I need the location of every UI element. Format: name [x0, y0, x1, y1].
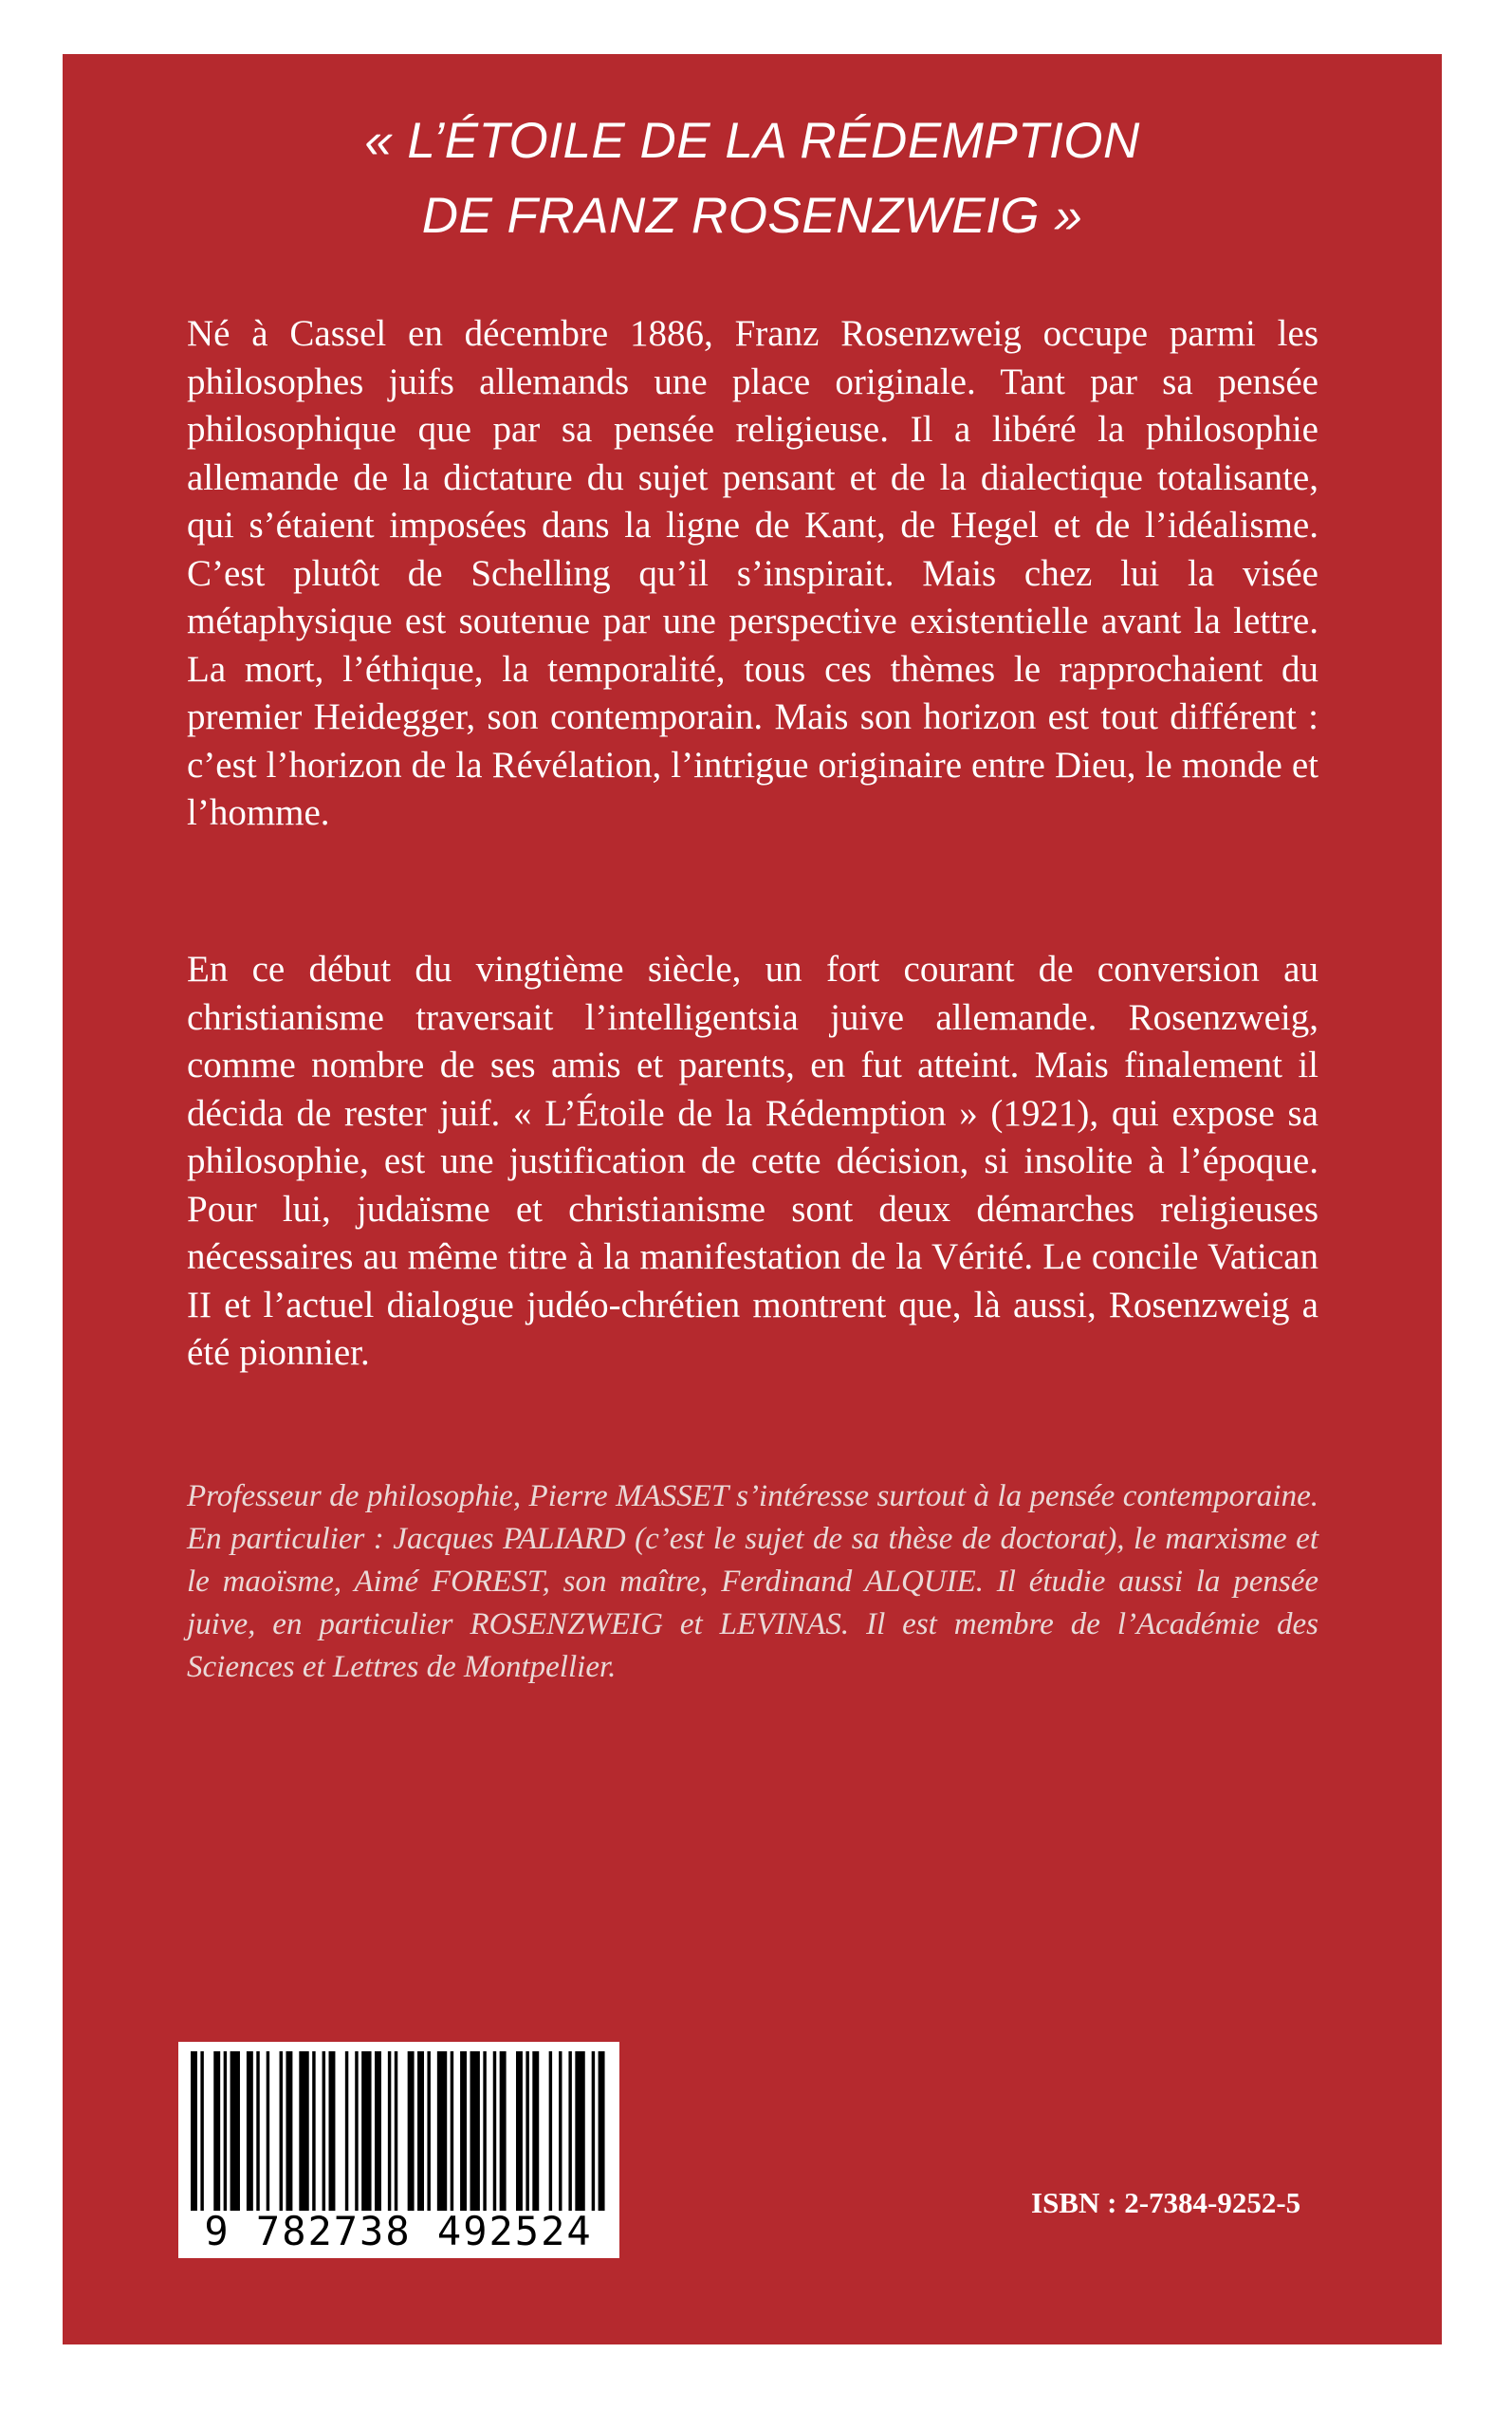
- summary-paragraph-1: [187, 310, 1318, 838]
- barcode-bar: [500, 2051, 507, 2211]
- barcode-bar: [427, 2051, 430, 2211]
- barcode-bar: [526, 2051, 528, 2211]
- barcode-bar: [493, 2051, 496, 2211]
- barcode-bar: [532, 2051, 539, 2211]
- barcode-bar: [247, 2051, 253, 2211]
- barcode-bar: [395, 2051, 397, 2211]
- barcode-bar: [388, 2051, 391, 2211]
- barcode-bar: [299, 2051, 308, 2211]
- barcode-bar: [213, 2051, 220, 2211]
- summary-paragraph-2: [187, 946, 1318, 1378]
- barcode-bar: [329, 2051, 336, 2211]
- barcode-bar: [256, 2051, 259, 2211]
- barcode-bar: [470, 2051, 479, 2211]
- isbn-label: ISBN : 2-7384-9252-5: [1031, 2186, 1301, 2219]
- barcode-bar: [286, 2051, 292, 2211]
- barcode-bar: [191, 2051, 197, 2211]
- barcode-bar: [345, 2051, 348, 2211]
- barcode-bar: [549, 2051, 552, 2211]
- barcode-bar: [375, 2051, 381, 2211]
- barcode-bar: [559, 2051, 562, 2211]
- summary-paragraph-2-text: En ce début du vingtième siècle, un fort courant de conversion au christianisme traversait l’intelligentsia juive allemande. Rosenzweig, comme nombre de ses amis et parents, en fut atteint. Mais finalement il décida de rester juif. « L’Étoile de la Rédemption » (1921), qui expose sa philosophie, est une justification de cette décision, si insolite à l’époque. Pour lui, judaïsme et christianisme sont deux démarches religieuses nécessaires au même titre à la manifestation de la Vérité. Le concile Vatican II et l’actuel dialogue judéo-chrétien montrent que, là aussi, Rosenzweig a été pionnier.: [187, 949, 1318, 1373]
- barcode-bar: [361, 2051, 371, 2211]
- barcode-bar: [592, 2051, 595, 2211]
- barcode-digits: 9 782738 492524: [204, 2208, 593, 2254]
- barcode-bar: [568, 2051, 571, 2211]
- barcode-bar: [267, 2051, 269, 2211]
- barcode-bar: [437, 2051, 447, 2211]
- barcode-bar: [355, 2051, 358, 2211]
- back-cover: [63, 54, 1442, 2344]
- barcode-bar: [408, 2051, 415, 2211]
- barcode-bar: [224, 2051, 227, 2211]
- barcode-bar: [230, 2051, 240, 2211]
- barcode-bar: [323, 2051, 325, 2211]
- barcode-bars-image: [191, 2051, 608, 2211]
- barcode-bar: [599, 2051, 605, 2211]
- barcode-bar: [280, 2051, 283, 2211]
- summary-paragraph-1-text: Né à Cassel en décembre 1886, Franz Rosenzweig occupe parmi les philosophes juifs allemands une place originale. Tant par sa pensée philosophique que par sa pensée religieuse. Il a libéré la philosophie allemande de la dictature du sujet pensant et de la dialectique totalisante, qui s’étaient imposées dans la ligne de Kant, de Hegel et de l’idéalisme. C’est plutôt de Schelling qu’il s’inspirait. Mais chez lui la visée métaphysique est soutenue par une perspective existentielle avant la lettre. La mort, l’éthique, la temporalité, tous ces thèmes le rapprochaient du premier Heidegger, son contemporain. Mais son horizon est tout différent : c’est l’horizon de la Révélation, l’intrigue originaire entre Dieu, le monde et l’homme.: [187, 313, 1318, 833]
- barcode-bar: [483, 2051, 486, 2211]
- barcode-bar: [200, 2051, 203, 2211]
- barcode-bar: [451, 2051, 453, 2211]
- book-title: [63, 103, 1442, 253]
- title-line-2: DE FRANZ ROSENZWEIG »: [421, 188, 1083, 244]
- barcode-bar: [516, 2051, 523, 2211]
- barcode-bar: [460, 2051, 467, 2211]
- title-line-1: « L’ÉTOILE DE LA RÉDEMPTION: [364, 113, 1140, 169]
- author-bio: Professeur de philosophie, Pierre MASSET s’intéresse surtout à la pensée contemporaine. En particulier : Jacques PALIARD (c’est le sujet de sa thèse de doctorat), le marxisme et le maoïsme, Aimé FOREST, son maître, Ferdinand ALQUIE. Il étudie aussi la pensée juive, en particulier ROSENZWEIG et LEVINAS. Il est membre de l’Académie des Sciences et Lettres de Montpellier.: [187, 1479, 1318, 1684]
- barcode-bar: [417, 2051, 424, 2211]
- barcode-bar: [575, 2051, 584, 2211]
- barcode: [178, 2042, 619, 2258]
- barcode-bar: [312, 2051, 315, 2211]
